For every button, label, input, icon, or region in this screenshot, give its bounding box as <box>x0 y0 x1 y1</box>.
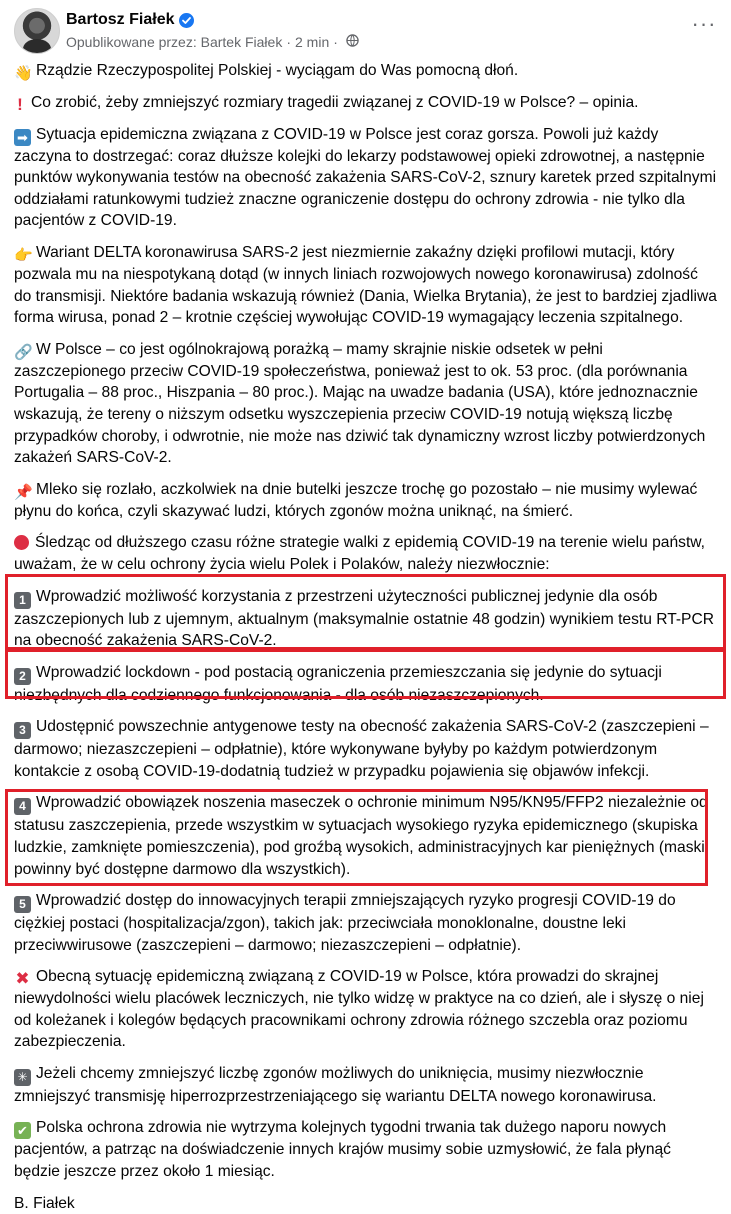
cross-mark-icon: ✖ <box>15 969 30 989</box>
more-options-button[interactable]: ··· <box>691 11 717 36</box>
paragraph-p2 <box>14 92 717 114</box>
paragraph-text: Śledząc od dłuższego czasu różne strategie walki z epidemią COVID-19 na terenie wielu państw, uważam, że w celu ochrony życia wielu Polek i Polaków, należy niezwłocznie: <box>14 534 706 573</box>
eight-spoked-asterisk-icon: ✳ <box>14 1069 31 1086</box>
check-mark-icon: ✔ <box>14 1122 31 1139</box>
separator-dot: · <box>286 34 291 50</box>
keycap-4-icon: 4 <box>14 798 31 815</box>
paragraph-text: Udostępnić powszechnie antygenowe testy na obecność zakażenia SARS-CoV-2 (zaszczepieni – darmowo; niezaszczepieni – odpłatnie), które wykonywane byłyby po każdym potwierdzonym kontakcie z osobą COVID-19-dodatnią tudzież w przypadku pojawienia się objawów infekcji. <box>14 718 709 780</box>
signature: B. Fiałek <box>14 1194 75 1212</box>
paragraph-p14 <box>14 1063 717 1108</box>
pointing-hand-icon: 👉 <box>14 246 33 264</box>
author-avatar[interactable] <box>14 8 60 54</box>
post-meta <box>66 32 359 52</box>
paragraph-text: Obecną sytuację epidemiczną związaną z COVID-19 w Polsce, która prowadzi do skrajnej niewydolności wielu placówek leczniczych, nie tylko widzę w praktyce na co dzień, ale i słyszę o niej od koleżanek i kolegów będących pracownikami ochrony zdrowia różnego szczebla oraz poziomu zabezpieczenia. <box>14 968 704 1051</box>
paragraph-p6 <box>14 479 717 523</box>
paragraph-p13 <box>14 966 717 1052</box>
separator-dot: · <box>333 34 338 50</box>
post-header <box>10 5 721 53</box>
arrow-right-icon: ➡ <box>14 129 31 146</box>
paragraph-text: Wprowadzić dostęp do innowacyjnych terapii zmniejszających ryzyko progresji COVID-19 do ciężkiej postaci (hospitalizacja/zgon), takich jak: przeciwciała monoklonalne, doustne leki przeciwwirusowe (zaszczepieni – darmowo; niezaszczepieni – odpłatnie). <box>14 892 676 954</box>
paragraph-p8 <box>14 586 717 652</box>
paragraph-p7 <box>14 532 717 575</box>
paragraph-p15 <box>14 1117 717 1182</box>
keycap-3-icon: 3 <box>14 722 31 739</box>
paragraph-text: Rządzie Rzeczypospolitej Polskiej - wyciągam do Was pomocną dłoń. <box>36 62 519 79</box>
globe-icon <box>346 34 359 50</box>
waving-hand-icon: 👋 <box>14 65 33 82</box>
keycap-5-icon: 5 <box>14 896 31 913</box>
paragraph-p3 <box>14 124 717 232</box>
exclamation-icon: ! <box>17 95 23 114</box>
paragraph-text: Jeżeli chcemy zmniejszyć liczbę zgonów możliwych do uniknięcia, musimy niezwłocznie zmniejszyć transmisję hiperrozprzestrzeniającego się wariantu DELTA nowego koronawirusa. <box>14 1064 657 1105</box>
published-by: Opublikowane przez: Bartek Fiałek <box>66 34 283 50</box>
link-icon: 🔗 <box>14 343 33 361</box>
paragraph-p1 <box>14 60 717 82</box>
paragraph-text: Sytuacja epidemiczna związana z COVID-19 w Polsce jest coraz gorsza. Powoli już każdy zaczyna to dostrzegać: coraz dłuższe kolejki do lekarzy podstawowej opieki zdrowotnej, a następnie punktów wykonywania testów na obecność zakażenia SARS-CoV-2, sznury karetek przed szpitalnymi oddziałami ratunkowymi tudzież znaczne ograniczenie dostępu do ochrony zdrowia - nie tylko dla pacjentów z COVID-19. <box>14 125 717 230</box>
paragraph-text: Wariant DELTA koronawirusa SARS-2 jest niezmiernie zakaźny dzięki profilowi mutacji, który pozwala mu na niespotykaną dotąd (w innych liniach rozwojowych nowego koronawirusa) zdolność do transmisji. Niektóre badania wskazują również (Dania, Wielka Brytania), że jest to bardziej zjadliwa forma wirusa, ponad 2 – krotnie częściej wywołując COVID-19 wymagający leczenia szpitalnego. <box>14 243 717 327</box>
paragraph-text: Wprowadzić lockdown - pod postacią ograniczenia przemieszczania się jedynie do sytuacji niezbędnych dla codziennego funkcjonowania - dla osób niezaszczepionych. <box>14 663 662 704</box>
verified-badge-icon <box>179 13 194 28</box>
paragraph-text: Polska ochrona zdrowia nie wytrzyma kolejnych tygodni trwania tak dużego naporu nowych pacjentów, a patrząc na doświadczenie innych krajów musimy sobie uzmysłowić, że fala płynąć będzie jeszcze przez około 1 miesiąc. <box>14 1119 671 1180</box>
red-circle-icon <box>14 535 29 550</box>
author-name-row <box>66 9 194 31</box>
author-name[interactable]: Bartosz Fiałek <box>66 11 175 28</box>
paragraph-p9 <box>14 662 717 707</box>
paragraph-p11 <box>14 792 717 880</box>
paragraph-p5 <box>14 339 717 469</box>
keycap-2-icon: 2 <box>14 668 31 685</box>
paragraph-text: Wprowadzić obowiązek noszenia maseczek o ochronie minimum N95/KN95/FFP2 niezależnie od statusu zaszczepienia, przede wszystkim w sytuacjach wysokiego ryzyka epidemicznego (skupiska ludzkie, zamknięte pomieszczenia), pod groźbą wysokich, administracyjnych kar pieniężnych (maski powinny być dostępne darmowo dla wszystkich). <box>14 794 708 878</box>
paragraph-text: Mleko się rozlało, aczkolwiek na dnie butelki jeszcze trochę go pozostało – nie musimy wylewać płynu do końca, czyli skazywać ludzi, których zgonów można uniknąć, na śmierć. <box>14 480 698 520</box>
post-time[interactable]: 2 min <box>295 34 330 50</box>
pushpin-icon: 📌 <box>14 483 33 501</box>
paragraph-text: Co zrobić, żeby zmniejszyć rozmiary tragedii związanej z COVID-19 w Polsce? – opinia. <box>31 94 639 111</box>
paragraph-p10 <box>14 716 717 782</box>
paragraph-text: Wprowadzić możliwość korzystania z przestrzeni użyteczności publicznej jedynie dla osób zaszczepionych lub z ujemnym, aktualnym (maksymalnie ostatnie 48 godzin) wynikiem testu RT-PCR na obecność zakażenia SARS-CoV-2. <box>14 587 714 650</box>
paragraph-text: W Polsce – co jest ogólnokrajową porażką – mamy skrajnie niskie odsetek w pełni zaszczepionego przeciw COVID-19 społeczeństwa, ponieważ jest to ok. 53 proc. (dla porównania Portugalia – 88 proc., Hiszpania – 80 proc.). Mając na uwadze badania (USA), które jednoznacznie wskazują, że tereny o niższym odsetku wyszczepienia przeciw COVID-19 notują większą liczbę przypadków choroby, i odwrotnie, nie może nas dziwić tak dynamiczny wzrost liczby potwierdzonych zakażeń SARS-CoV-2. <box>14 340 706 467</box>
post-body <box>14 60 717 1214</box>
keycap-1-icon: 1 <box>14 592 31 609</box>
paragraph-p4 <box>14 242 717 329</box>
paragraph-p12 <box>14 890 717 956</box>
